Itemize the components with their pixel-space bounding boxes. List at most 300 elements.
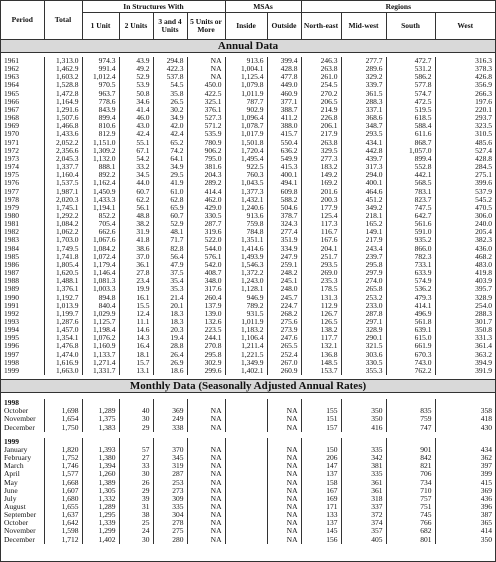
table-row	[1, 139, 495, 147]
table-cell: 1,349.9	[225, 359, 267, 367]
table-cell: NA	[187, 495, 225, 503]
table-cell: 1972	[4, 146, 19, 155]
table-cell: 56.1	[119, 204, 153, 212]
table-cell: 132.1	[301, 342, 341, 350]
table-cell: 477.8	[267, 73, 301, 81]
table-cell: 899.4	[82, 114, 119, 122]
table-cell: 784.8	[225, 228, 267, 236]
table-cell: 290.1	[341, 334, 386, 342]
table-cell: 400.1	[341, 179, 386, 187]
table-cell: 138.2	[301, 326, 341, 334]
table-cell: 1,295	[82, 511, 119, 519]
table-cell: 1,351.1	[225, 236, 267, 244]
table-cell: 1,433.6	[44, 130, 82, 138]
table-cell: 319.6	[187, 228, 225, 236]
table-row	[1, 122, 495, 130]
table-cell: 494.1	[267, 179, 301, 187]
table-cell: 1980	[4, 211, 19, 220]
table-cell: 20.1	[153, 302, 187, 310]
table-row	[1, 81, 495, 89]
table-cell: 52.9	[153, 220, 187, 228]
table-row	[1, 98, 495, 106]
empty-cell	[225, 424, 267, 432]
table-cell: 2,052.2	[44, 139, 82, 147]
table-cell: NA	[267, 454, 301, 462]
table-cell: 324.3	[267, 220, 301, 228]
table-cell: 970.5	[82, 81, 119, 89]
month-label: June	[4, 486, 18, 495]
table-cell: 1,309.2	[82, 147, 119, 155]
table-cell: NA	[267, 487, 301, 495]
table-cell: 1,495.4	[225, 155, 267, 163]
month-label: July	[4, 494, 17, 503]
table-cell: 44.0	[119, 179, 153, 187]
table-cell: 167	[301, 487, 341, 495]
table-cell: 429.0	[187, 204, 225, 212]
table-cell: 167.6	[301, 236, 341, 244]
table-cell: 747.5	[386, 204, 435, 212]
table-cell: 24	[119, 527, 153, 535]
table-cell: 374	[341, 519, 386, 527]
table-cell: 399	[435, 470, 495, 478]
table-cell: 351.9	[267, 236, 301, 244]
table-cell: 145	[301, 527, 341, 535]
table-cell: 1974	[4, 163, 19, 172]
table-cell: 329.2	[341, 73, 386, 81]
table-cell: 270.2	[301, 90, 341, 98]
table-cell: 1,011.9	[225, 318, 267, 326]
table-cell: 1,466.8	[44, 122, 82, 130]
empty-cell	[225, 519, 267, 527]
table-cell: 1,752	[44, 454, 82, 462]
table-cell: 842	[386, 454, 435, 462]
table-cell: 760.3	[225, 171, 267, 179]
table-cell: 293.7	[435, 114, 495, 122]
header-msas: MSAs	[225, 1, 301, 13]
table-cell: 31.9	[119, 228, 153, 236]
table-cell: NA	[267, 519, 301, 527]
table-row	[1, 503, 495, 511]
table-cell: 639.1	[386, 326, 435, 334]
table-cell: 30	[119, 470, 153, 478]
table-row	[1, 519, 495, 527]
month-label: October	[4, 519, 29, 528]
table-cell: 16.1	[119, 294, 153, 302]
table-cell: 1,712	[44, 536, 82, 544]
table-cell: 245.1	[267, 277, 301, 285]
table-cell: 1,620.5	[44, 269, 82, 277]
table-cell: 1,474.0	[44, 351, 82, 359]
empty-cell	[119, 399, 153, 407]
table-cell: 288.3	[435, 310, 495, 318]
table-cell: 1,194.1	[82, 204, 119, 212]
table-cell: 733.1	[386, 261, 435, 269]
table-cell: 414.1	[386, 302, 435, 310]
table-cell: 43.0	[119, 122, 153, 130]
table-cell: 47.9	[153, 261, 187, 269]
table-cell: 42.0	[153, 122, 187, 130]
table-cell: 21.4	[153, 294, 187, 302]
empty-cell	[225, 536, 267, 544]
table-cell: 273	[153, 487, 187, 495]
table-cell: 117.7	[301, 334, 341, 342]
empty-cell	[267, 399, 301, 407]
table-cell: 38.2	[119, 220, 153, 228]
table-cell: 323.5	[435, 122, 495, 130]
table-cell: 545.2	[435, 196, 495, 204]
table-cell: 197.6	[435, 98, 495, 106]
header-five-more-units: 5 Units or More	[187, 13, 225, 40]
table-cell: 464.6	[341, 188, 386, 196]
table-cell: 1,179.4	[82, 261, 119, 269]
table-cell: 418	[435, 415, 495, 423]
table-cell: NA	[267, 424, 301, 432]
table-cell: 357	[341, 527, 386, 535]
table-cell: 1964	[4, 81, 19, 90]
table-cell: 1,162.4	[82, 179, 119, 187]
table-cell: 422.3	[153, 65, 187, 73]
table-cell: 611.6	[386, 130, 435, 138]
header-midwest: Mid-west	[341, 13, 386, 40]
table-cell: 759	[386, 415, 435, 423]
table-cell: NA	[267, 462, 301, 470]
table-cell: 125.4	[301, 212, 341, 220]
table-cell: 376.1	[187, 106, 225, 114]
table-cell: 14.3	[119, 334, 153, 342]
table-cell: 289.6	[341, 65, 386, 73]
table-cell: 317.6	[187, 285, 225, 293]
table-cell: 246.3	[301, 57, 341, 65]
table-cell: 19.9	[119, 285, 153, 293]
table-cell: 1,004.1	[225, 65, 267, 73]
table-cell: 41.8	[119, 236, 153, 244]
table-cell: 527.4	[435, 147, 495, 155]
table-cell: 561.8	[386, 318, 435, 326]
table-cell: 1975	[4, 171, 19, 180]
table-cell: 1,271.4	[82, 359, 119, 367]
table-cell: 436	[435, 495, 495, 503]
table-row	[1, 130, 495, 138]
annual-section-band	[1, 40, 495, 53]
table-cell: 317.3	[341, 163, 386, 171]
table-cell: 1,402	[82, 536, 119, 544]
table-row	[1, 285, 495, 293]
table-cell: 1967	[4, 105, 19, 114]
table-cell: 1,299	[82, 527, 119, 535]
table-cell: 49.2	[119, 65, 153, 73]
table-row	[1, 462, 495, 470]
table-cell: 244.1	[187, 334, 225, 342]
empty-cell	[225, 503, 267, 511]
table-cell: 149.2	[301, 171, 341, 179]
table-cell: 350	[341, 407, 386, 415]
table-cell: 991.4	[82, 65, 119, 73]
month-label: October	[4, 407, 29, 416]
table-row	[1, 106, 495, 114]
table-cell: 388.0	[267, 122, 301, 130]
table-cell: 734	[386, 479, 435, 487]
empty-cell	[386, 399, 435, 407]
table-cell: 370	[153, 446, 187, 454]
table-row	[1, 65, 495, 73]
table-cell: 1,607	[44, 487, 82, 495]
table-cell: 26.9	[153, 359, 187, 367]
table-cell: 33.2	[119, 163, 153, 171]
table-cell: 331.3	[435, 334, 495, 342]
table-cell: 137	[301, 470, 341, 478]
table-cell: 126.5	[301, 318, 341, 326]
table-cell: 537.8	[153, 73, 187, 81]
table-row	[1, 424, 495, 432]
header-inside: Inside	[225, 13, 267, 40]
table-row	[1, 302, 495, 310]
table-cell: 378.3	[435, 65, 495, 73]
table-cell: NA	[267, 470, 301, 478]
table-cell: 270.8	[187, 342, 225, 350]
empty-cell	[225, 527, 267, 535]
header-in-structures: In Structures With	[82, 1, 225, 13]
table-cell: 316.3	[435, 57, 495, 65]
table-header	[1, 1, 495, 40]
table-cell: 200.3	[301, 196, 341, 204]
table-cell: 395.7	[435, 285, 495, 293]
table-cell: 226.8	[301, 114, 341, 122]
table-cell: 531.2	[386, 65, 435, 73]
table-cell: 408.7	[187, 269, 225, 277]
table-cell: 356.9	[435, 81, 495, 89]
header-regions: Regions	[301, 1, 495, 13]
table-cell: 37.0	[119, 253, 153, 261]
table-cell: 636.2	[267, 147, 301, 155]
empty-cell	[153, 438, 187, 446]
table-cell: 304	[153, 511, 187, 519]
table-cell: 1979	[4, 203, 19, 212]
table-cell: 442.8	[341, 147, 386, 155]
empty-cell	[44, 399, 82, 407]
table-cell: 1,132.0	[82, 155, 119, 163]
table-cell: 1,598	[44, 527, 82, 535]
table-cell: 13.1	[119, 367, 153, 375]
table-cell: 30.2	[153, 106, 187, 114]
table-cell: 571.2	[187, 122, 225, 130]
table-cell: 20.3	[153, 326, 187, 334]
empty-cell	[341, 399, 386, 407]
table-cell: 117.3	[301, 220, 341, 228]
table-cell: 411.2	[267, 114, 301, 122]
table-cell: 414.4	[187, 188, 225, 196]
table-cell: NA	[267, 511, 301, 519]
table-cell: 35.8	[153, 90, 187, 98]
table-cell: 399.4	[267, 57, 301, 65]
table-cell: 1,029.9	[82, 310, 119, 318]
table-cell: 757	[386, 495, 435, 503]
table-cell: 18.3	[153, 318, 187, 326]
table-cell: 355.3	[341, 367, 386, 375]
table-cell: 310.5	[435, 130, 495, 138]
table-cell: 778.6	[82, 98, 119, 106]
table-cell: 1,546.3	[225, 261, 267, 269]
table-cell: 1,012.4	[82, 73, 119, 81]
table-row	[1, 277, 495, 285]
table-cell: 743.0	[386, 359, 435, 367]
table-cell: 1,507.6	[44, 114, 82, 122]
table-cell: 254.5	[301, 81, 341, 89]
table-cell: 178.5	[301, 285, 341, 293]
table-row	[1, 253, 495, 261]
table-cell: 52.9	[119, 73, 153, 81]
table-cell: 18.3	[153, 310, 187, 318]
table-cell: NA	[187, 407, 225, 415]
table-cell: 1,243.0	[225, 277, 267, 285]
table-cell: 147	[301, 462, 341, 470]
table-cell: NA	[187, 479, 225, 487]
table-cell: 1969	[4, 122, 19, 131]
table-cell: 535.9	[187, 130, 225, 138]
table-cell: 542.0	[187, 261, 225, 269]
table-cell: 591.0	[386, 228, 435, 236]
table-cell: 434	[435, 446, 495, 454]
table-cell: 239.7	[341, 253, 386, 261]
table-cell: NA	[187, 415, 225, 423]
table-cell: 206.1	[301, 122, 341, 130]
table-cell: 576.1	[187, 253, 225, 261]
table-cell: 682	[386, 527, 435, 535]
table-cell: 1982	[4, 228, 19, 237]
table-cell: 71.7	[153, 236, 187, 244]
table-cell: 137.9	[187, 302, 225, 310]
table-cell: 201.6	[301, 188, 341, 196]
table-row	[1, 147, 495, 155]
table-cell: 496.9	[386, 310, 435, 318]
table-cell: 155	[301, 407, 341, 415]
table-cell: 54.5	[153, 81, 187, 89]
table-cell: 1,260	[82, 470, 119, 478]
table-cell: 1,183.2	[225, 326, 267, 334]
table-cell: 1,432.1	[225, 196, 267, 204]
annual-section-title: Annual Data	[1, 40, 495, 53]
table-cell: 289.2	[187, 179, 225, 187]
table-cell: 1,476.8	[44, 342, 82, 350]
table-cell: 358	[435, 407, 495, 415]
table-cell: 1,698	[44, 407, 82, 415]
table-cell: 1,354.1	[44, 334, 82, 342]
table-cell: 248.2	[267, 269, 301, 277]
table-cell: NA	[187, 470, 225, 478]
month-label: November	[4, 527, 36, 536]
table-cell: 62.2	[119, 196, 153, 204]
table-cell: 550.4	[267, 139, 301, 147]
table-cell: NA	[187, 527, 225, 535]
empty-cell	[225, 495, 267, 503]
table-cell: 261.0	[301, 73, 341, 81]
monthly-section-band	[1, 380, 495, 393]
table-row	[1, 407, 495, 415]
month-label: March	[4, 462, 24, 471]
table-cell: 1,375	[82, 415, 119, 423]
table-cell: 485.6	[435, 139, 495, 147]
table-cell: 1983	[4, 236, 19, 245]
table-cell: 133	[301, 511, 341, 519]
empty-cell	[225, 446, 267, 454]
table-cell: 783.1	[386, 188, 435, 196]
empty-cell	[225, 438, 267, 446]
table-cell: 789.2	[225, 302, 267, 310]
table-cell: 335	[153, 503, 187, 511]
table-row	[1, 228, 495, 236]
table-cell: 868.7	[386, 139, 435, 147]
table-cell: 1,383	[82, 424, 119, 432]
table-cell: 309	[153, 495, 187, 503]
table-cell: 1,291.6	[44, 106, 82, 114]
table-cell: 287	[153, 470, 187, 478]
table-cell: 280	[153, 536, 187, 544]
table-cell: 1,043.5	[225, 179, 267, 187]
table-cell: 913.6	[225, 57, 267, 65]
table-cell: 1,331.7	[82, 367, 119, 375]
table-cell: 1998	[4, 358, 19, 367]
table-cell: 48.8	[119, 212, 153, 220]
table-cell: 12.4	[119, 310, 153, 318]
table-cell: 1,537.5	[44, 179, 82, 187]
table-cell: 204.1	[301, 245, 341, 253]
table-cell: 470.5	[435, 204, 495, 212]
table-cell: 422.5	[187, 90, 225, 98]
table-cell: 745	[386, 511, 435, 519]
table-cell: 169	[301, 495, 341, 503]
table-row	[1, 326, 495, 334]
table-cell: 451.2	[341, 196, 386, 204]
table-cell: 269.0	[301, 269, 341, 277]
table-cell: 1,472.8	[44, 90, 82, 98]
table-cell: 34.6	[119, 98, 153, 106]
table-cell: 812.9	[82, 130, 119, 138]
table-cell: NA	[267, 503, 301, 511]
table-cell: 15.7	[119, 359, 153, 367]
empty-cell	[225, 479, 267, 487]
table-cell: 544.0	[187, 245, 225, 253]
table-cell: 1999	[4, 366, 19, 375]
table-row	[1, 454, 495, 462]
table-cell: 223.5	[187, 326, 225, 334]
empty-cell	[187, 438, 225, 446]
table-cell: 1,078.7	[225, 122, 267, 130]
table-cell: 39	[119, 495, 153, 503]
table-cell: 1,199.7	[44, 310, 82, 318]
table-cell: 55.1	[119, 139, 153, 147]
table-cell: 2,020.3	[44, 196, 82, 204]
table-cell: 618.5	[386, 114, 435, 122]
table-row	[1, 342, 495, 350]
table-cell: 297.1	[341, 318, 386, 326]
table-cell: 15.5	[119, 302, 153, 310]
table-cell: 325.1	[187, 98, 225, 106]
table-cell: 1,389	[82, 479, 119, 487]
table-cell: 561.6	[386, 220, 435, 228]
table-cell: 1992	[4, 309, 19, 318]
empty-cell	[301, 399, 341, 407]
table-cell: 577.8	[386, 81, 435, 89]
year-row	[1, 438, 495, 446]
table-cell: 214.9	[301, 106, 341, 114]
table-cell: 766	[386, 519, 435, 527]
table-cell: 42.4	[119, 130, 153, 138]
table-cell: 1,211.4	[225, 342, 267, 350]
table-cell: 387	[435, 511, 495, 519]
table-cell: 30	[119, 415, 153, 423]
table-cell: 349.2	[341, 204, 386, 212]
table-cell: 388.7	[267, 106, 301, 114]
header-two-units: 2 Units	[119, 13, 153, 40]
